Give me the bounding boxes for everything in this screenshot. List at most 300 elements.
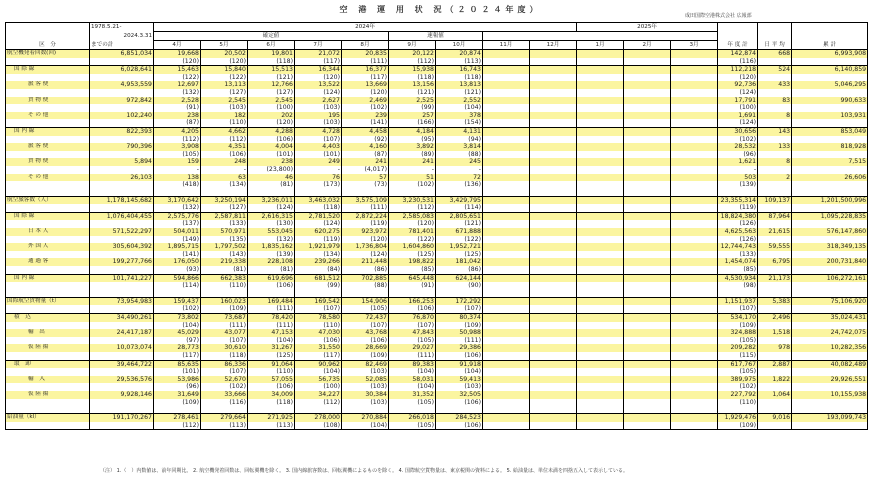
spacer-cell [436, 406, 483, 414]
month-ratio: (120) [342, 89, 389, 97]
month-ratio: (118) [248, 399, 295, 407]
header-confirmed: 確定値 [154, 32, 389, 41]
month-ratio: (110) [295, 322, 342, 330]
month-ratio [483, 399, 530, 407]
month-value: 34,227 [295, 391, 342, 399]
month-ratio [577, 136, 624, 144]
daily-avg-value: 1,822 [758, 376, 792, 384]
fy-total-value: 1,621 [718, 158, 758, 166]
month-ratio [530, 151, 577, 159]
fy-total-value: 4,530,934 [718, 274, 758, 282]
fy-total-value: 209,282 [718, 344, 758, 352]
spacer-cell [718, 290, 758, 298]
month-value: 58,031 [389, 376, 436, 384]
header-year-2024: 2024年 [154, 23, 577, 32]
month-value: 266,018 [389, 414, 436, 422]
month-value [624, 66, 671, 74]
cumulative-value: 10,073,074 [90, 344, 154, 352]
month-ratio: (103) [342, 383, 389, 391]
table-row [6, 97, 868, 105]
month-ratio [624, 204, 671, 212]
grand-total-value: 40,082,489 [792, 360, 868, 368]
month-value: 681,512 [295, 274, 342, 282]
month-ratio: (114) [154, 282, 201, 290]
table-row [6, 66, 868, 74]
month-ratio: (118) [201, 352, 248, 360]
month-value: 31,550 [295, 344, 342, 352]
month-ratio: (118) [389, 74, 436, 82]
month-value: 3,250,194 [201, 196, 248, 204]
month-ratio: (136) [436, 181, 483, 189]
grand-total-value: 10,155,938 [792, 391, 868, 399]
row-label: 国 際 線 [6, 212, 90, 220]
grand-total-blank [792, 58, 868, 66]
grand-total-blank [792, 399, 868, 407]
month-value [671, 258, 718, 266]
month-ratio: (105) [389, 422, 436, 430]
spacer-cell [248, 290, 295, 298]
month-ratio: (127) [201, 204, 248, 212]
row-label: 国 際 線 [6, 66, 90, 74]
spacer-cell [295, 290, 342, 298]
month-value [483, 376, 530, 384]
grand-total-value: 200,731,840 [792, 258, 868, 266]
month-value: 4,184 [389, 127, 436, 135]
cumulative-blank [90, 136, 154, 144]
month-ratio: (107) [295, 305, 342, 313]
spacer-cell [389, 189, 436, 197]
month-ratio [624, 322, 671, 330]
table-row-ratio [6, 104, 868, 112]
table-row [6, 360, 868, 368]
month-value: 34,009 [248, 391, 295, 399]
month-ratio: (95) [389, 136, 436, 144]
month-ratio [671, 236, 718, 244]
table-row [6, 158, 868, 166]
month-ratio: (94) [436, 136, 483, 144]
month-value [624, 297, 671, 305]
month-ratio: (91) [389, 282, 436, 290]
month-value: 159,437 [154, 297, 201, 305]
header-month: 9月 [389, 41, 436, 50]
month-value: 169,484 [248, 297, 295, 305]
month-ratio: (103) [342, 368, 389, 376]
daily-avg-value: 1,518 [758, 329, 792, 337]
month-value [577, 344, 624, 352]
table-row-ratio [6, 322, 868, 330]
table-row [6, 127, 868, 135]
month-value: 3,892 [389, 143, 436, 151]
label-blank [6, 166, 90, 174]
spacer-cell [342, 290, 389, 298]
month-value: 72,437 [342, 314, 389, 322]
grand-total-value: 26,606 [792, 174, 868, 182]
month-ratio: (105) [342, 305, 389, 313]
month-value [483, 228, 530, 236]
month-value [577, 174, 624, 182]
month-ratio: (117) [295, 352, 342, 360]
month-value: 378 [436, 112, 483, 120]
month-ratio: (101) [154, 368, 201, 376]
month-ratio: - [154, 166, 201, 174]
row-label: 給油量（kl） [6, 414, 90, 422]
month-value [577, 391, 624, 399]
cumulative-value: 102,240 [90, 112, 154, 120]
month-ratio [530, 399, 577, 407]
month-value: 3,814 [436, 143, 483, 151]
month-ratio [671, 352, 718, 360]
month-value [671, 97, 718, 105]
grand-total-blank [792, 136, 868, 144]
month-value: 271,925 [248, 414, 295, 422]
daily-avg-value: 8 [758, 112, 792, 120]
month-ratio [530, 166, 577, 174]
table-row [6, 228, 868, 236]
month-value [577, 143, 624, 151]
month-ratio [577, 305, 624, 313]
month-value: 241 [389, 158, 436, 166]
table-row-ratio [6, 368, 868, 376]
month-value [624, 243, 671, 251]
month-value: 86,336 [201, 360, 248, 368]
month-ratio [530, 337, 577, 345]
month-value [530, 297, 577, 305]
month-ratio [483, 352, 530, 360]
month-ratio [577, 166, 624, 174]
table-row-ratio [6, 383, 868, 391]
month-value [671, 158, 718, 166]
month-value: 504,011 [154, 228, 201, 236]
month-ratio: (112) [201, 136, 248, 144]
month-value: 19,668 [154, 50, 201, 58]
month-ratio: (107) [389, 322, 436, 330]
table-row-ratio [6, 337, 868, 345]
month-ratio: (149) [154, 236, 201, 244]
spacer-cell [624, 290, 671, 298]
spacer-cell [577, 290, 624, 298]
fy-total-ratio: (109) [718, 322, 758, 330]
cumulative-blank [90, 266, 154, 274]
month-ratio [483, 119, 530, 127]
label-blank [6, 305, 90, 313]
month-value: 90,962 [295, 360, 342, 368]
month-ratio [530, 204, 577, 212]
month-ratio [530, 89, 577, 97]
month-ratio [671, 166, 718, 174]
fy-total-ratio: (124) [718, 89, 758, 97]
month-value [577, 376, 624, 384]
month-ratio [624, 266, 671, 274]
month-ratio [483, 104, 530, 112]
month-value: 1,736,804 [342, 243, 389, 251]
cumulative-blank [90, 251, 154, 259]
label-blank [6, 151, 90, 159]
month-value: 73,687 [201, 314, 248, 322]
spacer-cell [248, 189, 295, 197]
header-month: 10月 [436, 41, 483, 50]
header-row-years [6, 23, 868, 32]
month-value [483, 414, 530, 422]
fy-total-ratio: (109) [718, 422, 758, 430]
month-value: 238 [154, 112, 201, 120]
row-label: そ の 他 [6, 112, 90, 120]
cumulative-blank [90, 368, 154, 376]
daily-avg-value: 978 [758, 344, 792, 352]
month-value: 57,055 [248, 376, 295, 384]
daily-avg-value: 668 [758, 50, 792, 58]
month-ratio [624, 422, 671, 430]
month-ratio [577, 220, 624, 228]
grand-total-blank [792, 251, 868, 259]
header-month: 3月 [671, 41, 718, 50]
grand-total-blank [792, 337, 868, 345]
fy-total-value: 12,744,743 [718, 243, 758, 251]
cumulative-blank [90, 422, 154, 430]
month-ratio: - [201, 166, 248, 174]
row-label: 国際航空貨物量（t） [6, 297, 90, 305]
month-ratio [577, 58, 624, 66]
cumulative-value: 34,490,261 [90, 314, 154, 322]
month-value: 15,938 [389, 66, 436, 74]
grand-total-value: 35,024,431 [792, 314, 868, 322]
month-value: 620,275 [295, 228, 342, 236]
table-row-ratio [6, 352, 868, 360]
month-value [577, 81, 624, 89]
table-row-ratio [6, 89, 868, 97]
grand-total-value: 576,147,860 [792, 228, 868, 236]
daily-avg-blank [758, 220, 792, 228]
month-value: 4,288 [248, 127, 295, 135]
cumulative-blank [90, 204, 154, 212]
month-ratio: (104) [436, 104, 483, 112]
daily-avg-blank [758, 282, 792, 290]
month-value: 2,805,651 [436, 212, 483, 220]
month-value [577, 66, 624, 74]
daily-avg-blank [758, 368, 792, 376]
month-value: 176,050 [154, 258, 201, 266]
fy-total-ratio: (139) [718, 181, 758, 189]
month-ratio: (81) [248, 266, 295, 274]
cumulative-value: 790,396 [90, 143, 154, 151]
month-ratio: (418) [154, 181, 201, 189]
month-value [483, 50, 530, 58]
month-ratio: (89) [389, 151, 436, 159]
fy-total-ratio: (126) [718, 220, 758, 228]
month-value: 166,253 [389, 297, 436, 305]
month-ratio: (86) [436, 266, 483, 274]
month-ratio [671, 368, 718, 376]
month-value [530, 376, 577, 384]
month-ratio [671, 305, 718, 313]
cumulative-blank [90, 236, 154, 244]
month-ratio: (141) [342, 119, 389, 127]
fy-total-value: 1,691 [718, 112, 758, 120]
grand-total-value: 6,140,859 [792, 66, 868, 74]
month-ratio: (104) [248, 337, 295, 345]
month-ratio: (111) [248, 322, 295, 330]
table-row [6, 243, 868, 251]
month-ratio: (119) [342, 220, 389, 228]
month-ratio: (106) [342, 337, 389, 345]
month-value [530, 212, 577, 220]
month-ratio [483, 251, 530, 259]
month-value: 4,351 [201, 143, 248, 151]
month-ratio [577, 236, 624, 244]
month-ratio: (107) [201, 337, 248, 345]
month-value: 3,429,795 [436, 196, 483, 204]
month-ratio: (109) [154, 399, 201, 407]
header-month: 12月 [530, 41, 577, 50]
label-blank [6, 399, 90, 407]
month-value: 43,077 [201, 329, 248, 337]
month-value: 13,156 [389, 81, 436, 89]
month-ratio: (107) [295, 136, 342, 144]
month-ratio [483, 305, 530, 313]
month-ratio [530, 181, 577, 189]
month-ratio [577, 74, 624, 82]
month-value: 278,000 [295, 414, 342, 422]
spacer-cell [483, 290, 530, 298]
month-value: 91,064 [248, 360, 295, 368]
daily-avg-value: 59,555 [758, 243, 792, 251]
month-value: 19,801 [248, 50, 295, 58]
month-value [577, 243, 624, 251]
month-value: 51 [389, 174, 436, 182]
spacer-cell [718, 189, 758, 197]
month-value [530, 143, 577, 151]
month-value: 2,545 [248, 97, 295, 105]
month-ratio [671, 74, 718, 82]
month-ratio [483, 282, 530, 290]
month-ratio: (110) [248, 368, 295, 376]
daily-avg-blank [758, 266, 792, 274]
header-preliminary: 速報値 [389, 32, 483, 41]
month-ratio: (112) [389, 204, 436, 212]
month-ratio: (100) [248, 104, 295, 112]
month-value: 13,113 [201, 81, 248, 89]
cumulative-blank [90, 383, 154, 391]
cumulative-blank [90, 337, 154, 345]
fy-total-value: 18,824,380 [718, 212, 758, 220]
month-ratio: (88) [342, 282, 389, 290]
month-value: 238 [248, 158, 295, 166]
fy-total-ratio: (115) [718, 352, 758, 360]
month-value [483, 329, 530, 337]
grand-total-value: 990,633 [792, 97, 868, 105]
month-value: 72 [436, 174, 483, 182]
month-value [577, 158, 624, 166]
month-value: 4,662 [201, 127, 248, 135]
month-ratio: (113) [248, 422, 295, 430]
month-ratio: (134) [201, 181, 248, 189]
month-ratio: (111) [248, 305, 295, 313]
month-value [671, 174, 718, 182]
month-value: 2,575,776 [154, 212, 201, 220]
fy-total-value: 227,792 [718, 391, 758, 399]
month-value: 76 [295, 174, 342, 182]
cumulative-value: 1,178,145,682 [90, 196, 154, 204]
header-cumulative-bottom: までの計 [90, 41, 154, 50]
spacer-cell [154, 406, 201, 414]
month-value [671, 143, 718, 151]
grand-total-value: 7,515 [792, 158, 868, 166]
fy-total-value: 17,791 [718, 97, 758, 105]
month-ratio: (110) [201, 119, 248, 127]
month-value: 2,781,520 [295, 212, 342, 220]
month-ratio: (92) [342, 136, 389, 144]
spacer-cell [758, 189, 792, 197]
month-value: 28,773 [154, 344, 201, 352]
month-value: 1,921,979 [295, 243, 342, 251]
daily-avg-blank [758, 58, 792, 66]
row-label: 輸 入 [6, 376, 90, 384]
label-blank [6, 104, 90, 112]
month-value: 30,610 [201, 344, 248, 352]
month-ratio: (99) [389, 104, 436, 112]
label-blank [6, 58, 90, 66]
month-value: 80,374 [436, 314, 483, 322]
month-ratio: (103) [342, 399, 389, 407]
month-value [671, 376, 718, 384]
month-ratio [530, 383, 577, 391]
month-ratio [624, 58, 671, 66]
airport-operations-table [5, 22, 868, 430]
spacer-cell [577, 406, 624, 414]
month-value: 73,802 [154, 314, 201, 322]
month-ratio [671, 251, 718, 259]
fy-total-value: 23,355,314 [718, 196, 758, 204]
month-value [671, 112, 718, 120]
month-ratio: (111) [389, 352, 436, 360]
month-ratio: (109) [201, 305, 248, 313]
month-ratio: (111) [342, 58, 389, 66]
month-ratio: (103) [436, 383, 483, 391]
month-value: 4,160 [342, 143, 389, 151]
month-value [530, 196, 577, 204]
fy-total-ratio: (98) [718, 282, 758, 290]
month-value: 279,664 [201, 414, 248, 422]
month-value [577, 112, 624, 120]
month-value [671, 127, 718, 135]
spacer-cell [483, 189, 530, 197]
month-ratio: (112) [154, 422, 201, 430]
month-value: 33,666 [201, 391, 248, 399]
cumulative-blank [90, 181, 154, 189]
grand-total-value: 818,928 [792, 143, 868, 151]
fy-total-value: 30,656 [718, 127, 758, 135]
daily-avg-value: 433 [758, 81, 792, 89]
grand-total-blank [792, 368, 868, 376]
fy-total-ratio: (116) [718, 58, 758, 66]
month-ratio: (118) [295, 204, 342, 212]
month-ratio: (104) [295, 368, 342, 376]
month-ratio: (139) [248, 251, 295, 259]
row-label: 積 込 [6, 314, 90, 322]
month-ratio: (104) [389, 368, 436, 376]
fy-total-value: 503 [718, 174, 758, 182]
cumulative-value: 73,954,983 [90, 297, 154, 305]
cumulative-blank [90, 352, 154, 360]
month-ratio: (93) [154, 266, 201, 274]
spacer-row [6, 189, 868, 197]
month-value: 172,292 [436, 297, 483, 305]
month-ratio [577, 266, 624, 274]
month-value [624, 258, 671, 266]
month-value: 91,918 [436, 360, 483, 368]
spacer-cell [718, 406, 758, 414]
month-ratio: (111) [342, 204, 389, 212]
daily-avg-blank [758, 236, 792, 244]
